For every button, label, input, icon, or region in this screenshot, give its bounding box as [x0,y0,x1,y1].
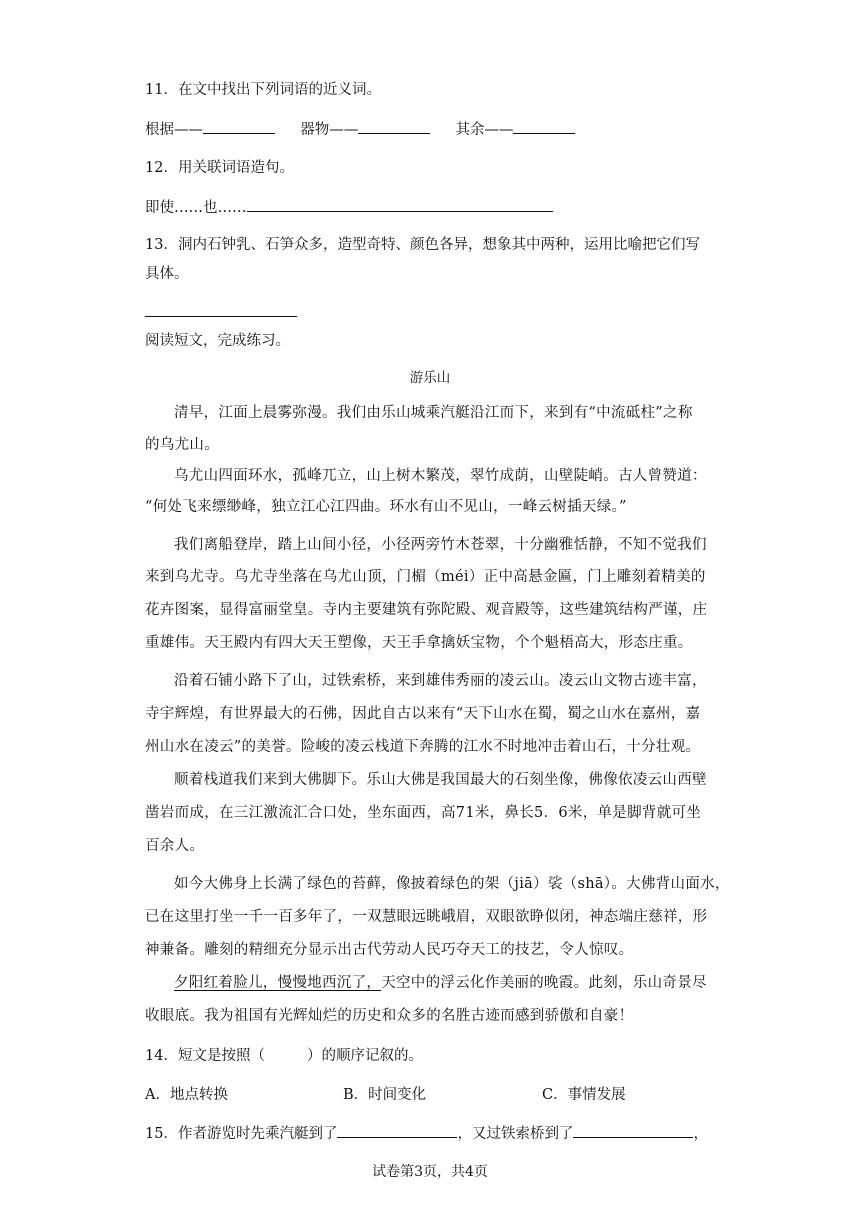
passage-p4-line-1: 沿着石铺小路下了山，过铁索桥，来到雄伟秀丽的凌云山。凌云山文物古迹丰富， [174,673,707,689]
q12-stem: 12．用关联词语造句。 [145,160,294,176]
passage-p3-line-3: 花卉图案，显得富丽堂皇。寺内主要建筑有弥陀殿、观音殿等，这些建筑结构严谨，庄 [145,602,708,618]
passage-p6-line-1: 如今大佛身上长满了绿色的苔藓，像披着绿色的架（jiā）裟（shā）。大佛背山面水， [174,876,730,892]
passage-p7-line-2: 收眼底。我为祖国有光辉灿烂的历史和众多的名胜古迹而感到骄傲和自豪！ [145,1008,634,1024]
passage-p4-line-2: 寺宇辉煌，有世界最大的石佛，因此自古以来有“天下山水在蜀，蜀之山水在嘉州，嘉 [145,706,701,722]
passage-p3-line-4: 重雄伟。天王殿内有四大天王塑像，天王手拿擒妖宝物，个个魁梧高大，形态庄重。 [145,635,693,651]
passage-p4-line-3: 州山水在凌云”的美誉。险峻的凌云栈道下奔腾的江水不时地冲击着山石，十分壮观。 [145,739,701,755]
q15-stem [145,1123,708,1144]
q12-blank[interactable] [247,197,553,212]
page-footer: 试卷第3页，共4页 [372,1164,488,1180]
passage-p5-line-3: 百余人。 [145,838,205,854]
q11-word-2: 器物—— [300,122,359,138]
q15-blank-2[interactable] [573,1123,693,1138]
passage-p3-line-1: 我们离船登岸，踏上山间小径，小径两旁竹木苍翠，十分幽雅恬静，不知不觉我们 [174,537,707,553]
passage-p5-line-2: 凿岩而成，在三江激流汇合口处，坐东面西，高71米，鼻长5．6米，单是脚背就可坐 [145,805,702,821]
q15-stem-start: 15．作者游览时先乘汽艇到了 [145,1126,338,1142]
q11-blank-2[interactable] [358,119,430,134]
q13-stem-line-2: 具体。 [145,266,189,282]
passage-p2-line-1: 乌尤山四面环水，孤峰兀立，山上树木繁茂，翠竹成荫，山壁陡峭。古人曾赞道： [174,468,707,484]
q14-stem-start: 14．短文是按照（ [145,1048,265,1064]
q11-blank-3[interactable] [513,119,575,134]
q13-answer-blank[interactable] [145,316,297,317]
q14-option-c[interactable]: C．事情发展 [542,1087,626,1103]
passage-underlined-sentence: 夕阳红着脸儿，慢慢地西沉了， [174,975,382,991]
q12-answer-line [145,197,553,218]
q13-stem-line-1: 13．洞内石钟乳、石笋众多，造型奇特、颜色各异，想象其中两种，运用比喻把它们写 [145,237,700,253]
passage-p1-line-1: 清早，江面上晨雾弥漫。我们由乐山城乘汽艇沿江而下，来到有“中流砥柱”之称 [174,405,693,421]
q11-blank-1[interactable] [203,119,275,134]
passage-p1-line-2: 的乌尤山。 [145,437,219,453]
q14-option-a[interactable]: A．地点转换 [145,1087,228,1103]
passage-p2-line-2: “何处飞来缥缈峰，独立江心江四曲。环水有山不见山，一峰云树插天绿。” [145,499,627,515]
passage-p7-line-1-rest: 天空中的浮云化作美丽的晚霞。此刻，乐山奇景尽 [381,975,707,991]
q11-stem: 11．在文中找出下列词语的近义词。 [145,82,381,98]
q11-answers [145,119,575,140]
q11-word-3: 其余—— [455,122,514,138]
q15-blank-1[interactable] [337,1123,457,1138]
passage-p6-line-2: 已在这里打坐一千一百多年了，一双慧眼远眺峨眉，双眼欲睁似闭，神态端庄慈祥，形 [145,909,708,925]
q12-prompt: 即使……也…… [145,200,247,216]
passage-p3-line-2: 来到乌尤寺。乌尤寺坐落在乌尤山顶，门楣（méi）正中高悬金匾，门上雕刻着精美的 [145,569,706,585]
q15-stem-end: ， [693,1126,708,1142]
q14-option-b[interactable]: B．时间变化 [343,1087,427,1103]
q15-stem-middle: ，又过铁索桥到了 [457,1126,574,1142]
passage-p5-line-1: 顺着栈道我们来到大佛脚下。乐山大佛是我国最大的石刻坐像，佛像依凌云山西壁 [174,772,707,788]
reading-instruction: 阅读短文，完成练习。 [145,333,290,349]
q11-word-1: 根据—— [145,122,203,138]
q14-stem-end: ）的顺序记叙的。 [306,1048,423,1064]
passage-title: 游乐山 [409,370,451,386]
passage-p6-line-3: 神兼备。雕刻的精细充分显示出古代劳动人民巧夺天工的技艺，令人惊叹。 [145,942,634,958]
passage-p7-line-1 [174,973,707,993]
q14-stem [145,1046,423,1066]
